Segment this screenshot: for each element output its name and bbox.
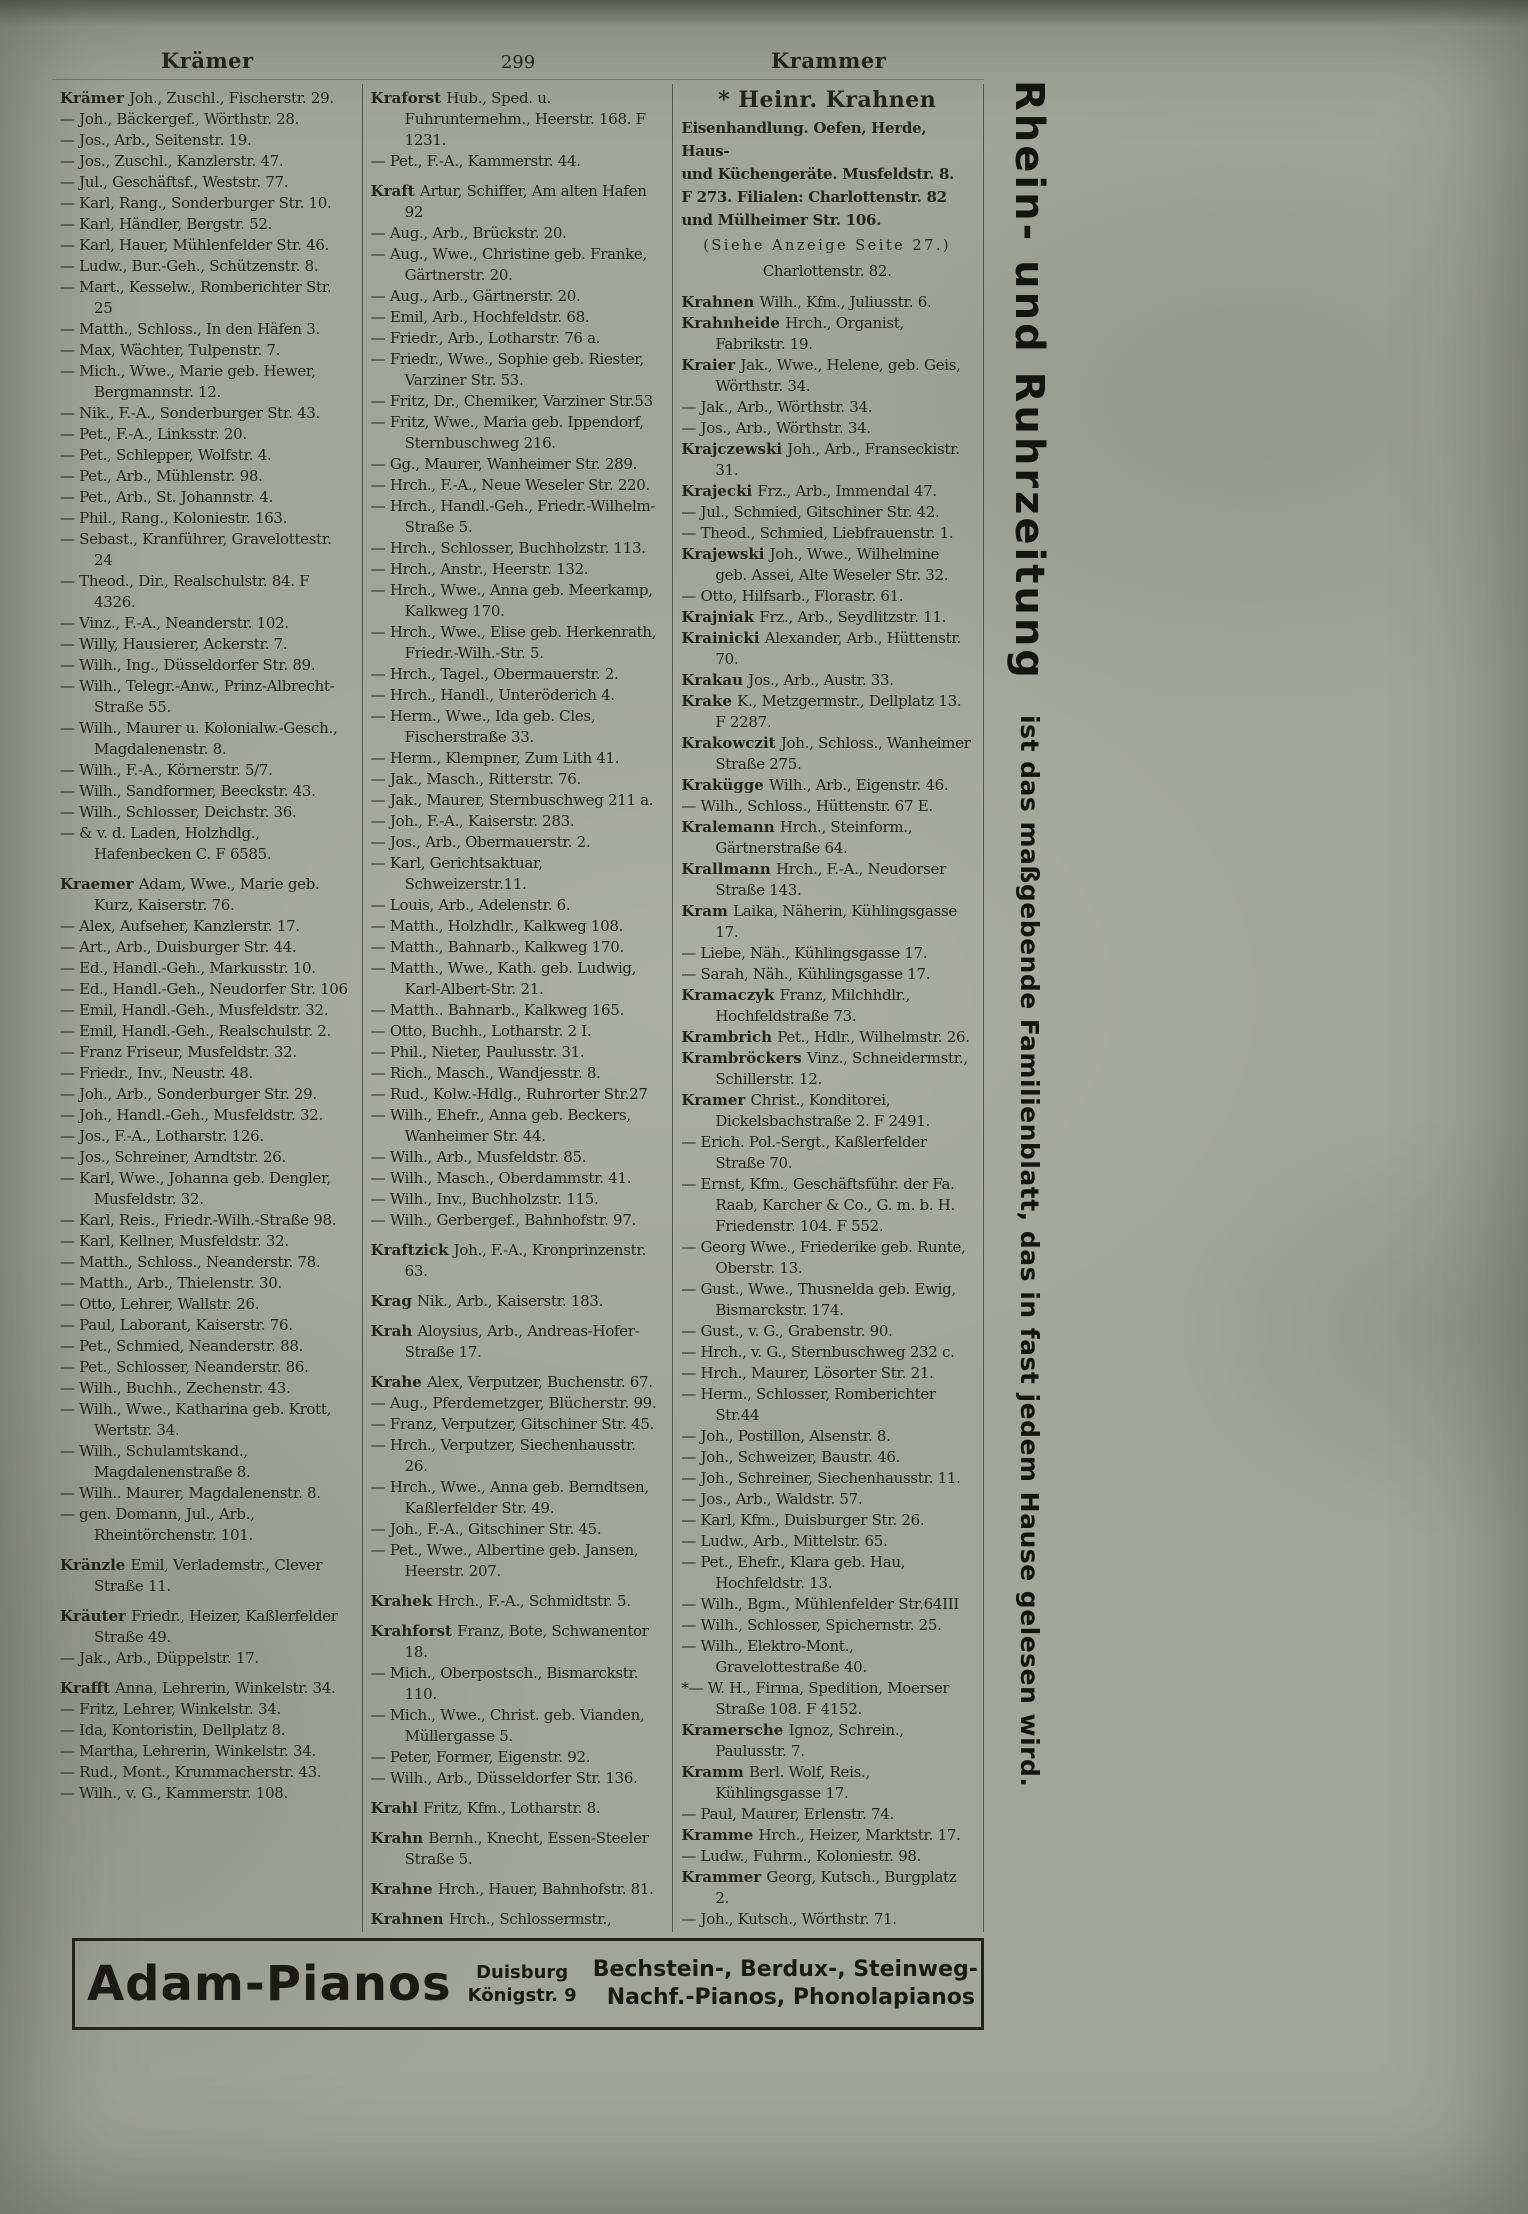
directory-entry: Krallmann Hrch., F.-A., Neudorser Straße 143. [681, 860, 946, 899]
directory-entry: — Nik., F.-A., Sonderburger Str. 43. [60, 404, 321, 422]
directory-entry: Krajniak Frz., Arb., Seydlitzstr. 11. [681, 608, 947, 626]
directory-entry: — Paul, Maurer, Erlenstr. 74. [681, 1805, 894, 1823]
scan-top-shadow [0, 0, 1528, 26]
directory-entry: Kramme Hrch., Heizer, Marktstr. 17. [681, 1826, 961, 1844]
directory-entry: Kraft Artur, Schiffer, Am alten Hafen 92 [370, 182, 647, 221]
directory-entry: Krakügge Wilh., Arb., Eigenstr. 46. [681, 776, 949, 794]
directory-entry: — Sarah, Näh., Kühlingsgasse 17. [681, 965, 931, 983]
directory-entry: Krag Nik., Arb., Kaiserstr. 183. [370, 1292, 604, 1310]
directory-entry: — Friedr., Arb., Lotharstr. 76 a. [370, 329, 601, 347]
directory-entry: — Phil., Nieter, Paulusstr. 31. [370, 1043, 585, 1061]
directory-entry: — Pet., Arb., Mühlenstr. 98. [60, 467, 263, 485]
directory-entry: — Wilh., Schloss., Hüttenstr. 67 E. [681, 797, 933, 815]
directory-entry: Krakowczit Joh., Schloss., Wanheimer Straße 275. [681, 734, 971, 773]
directory-entry: Kräuter Friedr., Heizer, Kaßlerfelder Straße 49. [60, 1607, 338, 1646]
krahnen-ad-see-notice: (Siehe Anzeige Seite 27.) [703, 238, 952, 254]
directory-entry: Kram Laika, Näherin, Kühlingsgasse 17. [681, 902, 958, 941]
directory-entry: — Martha, Lehrerin, Winkelstr. 34. [60, 1742, 316, 1760]
directory-entry: Krah Aloysius, Arb., Andreas-Hofer-Straße 17. [370, 1322, 640, 1361]
directory-entry: — Herm., Klempner, Zum Lith 41. [370, 749, 620, 767]
directory-entry: — Jak., Masch., Ritterstr. 76. [370, 770, 581, 788]
directory-entry: Krahne Hrch., Hauer, Bahnhofstr. 81. [370, 1880, 654, 1898]
directory-entry: — Hrch., Wwe., Anna geb. Berndtsen, Kaßlerfelder Str. 49. [370, 1478, 649, 1517]
directory-entry: — Fritz, Wwe., Maria geb. Ippendorf, Sternbuschweg 216. [370, 413, 644, 452]
directory-entry: Kralemann Hrch., Steinform., Gärtnerstraße 64. [681, 818, 913, 857]
bottom-ad-address-block [468, 1961, 577, 2007]
directory-entry: — Joh., Schweizer, Baustr. 46. [681, 1448, 901, 1466]
directory-entry: Krambrich Pet., Hdlr., Wilhelmstr. 26. [681, 1028, 970, 1046]
directory-entry: — Joh., Kutsch., Wörthstr. 71. [681, 1910, 897, 1928]
directory-entry: — Jos., Arb., Wörthstr. 34. [681, 419, 871, 437]
directory-entry: Kraemer Adam, Wwe., Marie geb. Kurz, Kaiserstr. 76. [60, 875, 320, 914]
directory-entry: — Aug., Wwe., Christine geb. Franke, Gärtnerstr. 20. [370, 245, 647, 284]
directory-entry: — Friedr., Inv., Neustr. 48. [60, 1064, 253, 1082]
directory-entry: — Hrch., v. G., Sternbuschweg 232 c. [681, 1343, 955, 1361]
directory-entry: — Paul, Laborant, Kaiserstr. 76. [60, 1316, 293, 1334]
directory-entry: — Georg Wwe., Friederike geb. Runte, Oberstr. 13. [681, 1238, 966, 1277]
directory-entry: — Art., Arb., Duisburger Str. 44. [60, 938, 297, 956]
krahnen-ad-line: F 273. Filialen: Charlottenstr. 82 [681, 188, 947, 206]
directory-entry: — Gust., Wwe., Thusnelda geb. Ewig, Bismarckstr. 174. [681, 1280, 956, 1319]
directory-column-2 [363, 84, 674, 1932]
directory-entry: — Wilh., Schulamtskand., Magdalenenstraße 8. [60, 1442, 251, 1481]
directory-entry: — Wilh., Elektro-Mont., Gravelottestraße 40. [681, 1637, 867, 1676]
directory-entry: — Herm., Wwe., Ida geb. Cles, Fischerstraße 33. [370, 707, 596, 746]
directory-entry: — Louis, Arb., Adelenstr. 6. [370, 896, 571, 914]
directory-entry: — Pet., F.-A., Kammerstr. 44. [370, 152, 581, 170]
directory-entry: — Alex, Aufseher, Kanzlerstr. 17. [60, 917, 300, 935]
directory-entry: — Jak., Arb., Wörthstr. 34. [681, 398, 873, 416]
directory-entry: — Matth., Arb., Thielenstr. 30. [60, 1274, 283, 1292]
directory-entry: — Ed., Handl.-Geh., Neudorfer Str. 106 [60, 980, 348, 998]
directory-entry: *— W. H., Firma, Spedition, Moerser Straße 108. F 4152. [681, 1679, 950, 1718]
directory-entry: — Pet., Ehefr., Klara geb. Hau, Hochfeldstr. 13. [681, 1553, 906, 1592]
directory-entry: — Mart., Kesselw., Romberichter Str. 25 [60, 278, 332, 317]
directory-entry: — Pet., Schlosser, Neanderstr. 86. [60, 1358, 309, 1376]
side-ad-text: ist das maßgebende Familienblatt, das in fast jedem Hause gelesen wird. [1015, 714, 1044, 1787]
directory-entry: — Karl, Reis., Friedr.-Wilh.-Straße 98. [60, 1211, 337, 1229]
page-header [52, 48, 984, 80]
directory-entry: Kramm Berl. Wolf, Reis., Kühlingsgasse 17. [681, 1763, 870, 1802]
directory-entry: — Jos., Zuschl., Kanzlerstr. 47. [60, 152, 284, 170]
directory-entry: — Ida, Kontoristin, Dellplatz 8. [60, 1721, 286, 1739]
directory-entry: — Wilh., Ing., Düsseldorfer Str. 89. [60, 656, 316, 674]
header-keyword-right: Krammer [771, 48, 887, 73]
directory-column-1 [52, 84, 363, 1932]
directory-entry: — Joh., Schreiner, Siechenhausstr. 11. [681, 1469, 961, 1487]
directory-entry: — Jos., Arb., Waldstr. 57. [681, 1490, 863, 1508]
directory-entry: — Jos., F.-A., Lotharstr. 126. [60, 1127, 264, 1145]
directory-entry: — Wilh., Maurer u. Kolonialw.-Gesch., Magdalenenstr. 8. [60, 719, 338, 758]
directory-entry: — Mich., Wwe., Marie geb. Hewer, Bergmannstr. 12. [60, 362, 316, 401]
directory-entry: Krahforst Franz, Bote, Schwanentor 18. [370, 1622, 649, 1661]
directory-entry: Krafft Anna, Lehrerin, Winkelstr. 34. [60, 1679, 336, 1697]
directory-entry: — Sebast., Kranführer, Gravelottestr. 24 [60, 530, 332, 569]
directory-entry: — Rud., Kolw.-Hdlg., Ruhrorter Str.27 [370, 1085, 648, 1103]
directory-entry: — Matth., Schloss., Neanderstr. 78. [60, 1253, 321, 1271]
directory-entry: Krajczewski Joh., Arb., Franseckistr. 31. [681, 440, 960, 479]
directory-entry: — Wilh., F.-A., Körnerstr. 5/7. [60, 761, 273, 779]
page-number: 299 [500, 52, 536, 73]
directory-entry: Krahn Bernh., Knecht, Essen-Steeler Straße 5. [370, 1829, 649, 1868]
side-ad-title: Rhein- und Ruhrzeitung [1006, 80, 1052, 681]
directory-entry: — Aug., Arb., Gärtnerstr. 20. [370, 287, 581, 305]
directory-entry: Krajecki Frz., Arb., Immendal 47. [681, 482, 937, 500]
directory-entry: — Karl, Händler, Bergstr. 52. [60, 215, 273, 233]
directory-entry: Krainicki Alexander, Arb., Hüttenstr. 70. [681, 629, 962, 668]
directory-entry: — Joh., Postillon, Alsenstr. 8. [681, 1427, 891, 1445]
directory-entry: Krajewski Joh., Wwe., Wilhelmine geb. Assei, Alte Weseler Str. 32. [681, 545, 949, 584]
krahnen-ad-line: und Küchengeräte. Musfeldstr. 8. [681, 165, 955, 183]
directory-entry: — Willy, Hausierer, Ackerstr. 7. [60, 635, 288, 653]
directory-entry: — Karl, Wwe., Johanna geb. Dengler, Musfeldstr. 32. [60, 1169, 331, 1208]
directory-entry: Kraier Jak., Wwe., Helene, geb. Geis, Wörthstr. 34. [681, 356, 961, 395]
directory-entry: — Jos., Schreiner, Arndtstr. 26. [60, 1148, 286, 1166]
directory-entry: — Pet., Schlepper, Wolfstr. 4. [60, 446, 272, 464]
directory-entry: — Emil, Handl.-Geh., Musfeldstr. 32. [60, 1001, 329, 1019]
directory-entry: — Wilh., Arb., Musfeldstr. 85. [370, 1148, 587, 1166]
directory-entry: — Franz, Verputzer, Gitschiner Str. 45. [370, 1415, 655, 1433]
directory-entry: — Emil, Handl.-Geh., Realschulstr. 2. [60, 1022, 331, 1040]
directory-entry: — Ludw., Arb., Mittelstr. 65. [681, 1532, 888, 1550]
directory-entry: Kraftzick Joh., F.-A., Kronprinzenstr. 63. [370, 1241, 647, 1280]
bottom-ad-products-line2: Nachf.-Pianos, Phonolapianos [606, 1985, 975, 2010]
directory-entry: Krahek Hrch., F.-A., Schmidtstr. 5. [370, 1592, 631, 1610]
directory-entry: Krahnen Hrch., Schlossermstr., [370, 1910, 612, 1928]
directory-entry: — Vinz., F.-A., Neanderstr. 102. [60, 614, 289, 632]
directory-entry: — Hrch., F.-A., Neue Weseler Str. 220. [370, 476, 651, 494]
directory-entry: — Matth., Schloss., In den Häfen 3. [60, 320, 320, 338]
krahnen-inline-ad [681, 87, 973, 282]
directory-entry: — Hrch., Verputzer, Siechenhausstr. 26. [370, 1436, 636, 1475]
directory-entry: — Karl, Kellner, Musfeldstr. 32. [60, 1232, 289, 1250]
directory-entry: — Karl, Gerichtsaktuar, Schweizerstr.11. [370, 854, 543, 893]
directory-entry: — Wilh., Schlosser, Spichernstr. 25. [681, 1616, 942, 1634]
directory-entry: — Aug., Arb., Brückstr. 20. [370, 224, 567, 242]
directory-entry: — Wilh., Arb., Düsseldorfer Str. 136. [370, 1769, 638, 1787]
directory-entry: — Wilh.. Maurer, Magdalenenstr. 8. [60, 1484, 321, 1502]
directory-entry: — Karl, Kfm., Duisburger Str. 26. [681, 1511, 925, 1529]
side-ad-rhein-und-ruhrzeitung [994, 80, 1052, 1996]
directory-entry: — Matth., Holzhdlr., Kalkweg 108. [370, 917, 624, 935]
krahnen-ad-address: Charlottenstr. 82. [762, 262, 892, 280]
directory-entry: — Wilh., Telegr.-Anw., Prinz-Albrecht-Straße 55. [60, 677, 335, 716]
directory-entry: — Joh., Bäckergef., Wörthstr. 28. [60, 110, 300, 128]
directory-entry: — Joh., Handl.-Geh., Musfeldstr. 32. [60, 1106, 323, 1124]
directory-entry: — Friedr., Wwe., Sophie geb. Riester, Varziner Str. 53. [370, 350, 644, 389]
directory-entry: — Hrch., Anstr., Heerstr. 132. [370, 560, 589, 578]
directory-entry: — Otto, Lehrer, Wallstr. 26. [60, 1295, 260, 1313]
directory-entry: — Jak., Maurer, Sternbuschweg 211 a. [370, 791, 654, 809]
directory-entry: — Joh., F.-A., Gitschiner Str. 45. [370, 1520, 602, 1538]
directory-entry: — Wilh., Sandformer, Beeckstr. 43. [60, 782, 316, 800]
directory-entry: — Wilh., Wwe., Katharina geb. Krott, Wertstr. 34. [60, 1400, 332, 1439]
directory-entry: — Ludw., Bur.-Geh., Schützenstr. 8. [60, 257, 319, 275]
directory-entry: — Jul., Schmied, Gitschiner Str. 42. [681, 503, 940, 521]
directory-entry: — Gust., v. G., Grabenstr. 90. [681, 1322, 893, 1340]
directory-entry: — Emil, Arb., Hochfeldstr. 68. [370, 308, 590, 326]
directory-entry: — Wilh., Gerbergef., Bahnhofstr. 97. [370, 1211, 636, 1229]
directory-entry: — Mich., Wwe., Christ. geb. Vianden, Müllergasse 5. [370, 1706, 645, 1745]
directory-entry: — Max, Wächter, Tulpenstr. 7. [60, 341, 281, 359]
krahnen-ad-line: und Mülheimer Str. 106. [681, 211, 882, 229]
directory-entry: — Hrch., Handl.-Geh., Friedr.-Wilhelm-Straße 5. [370, 497, 656, 536]
directory-entry: — Theod., Dir., Realschulstr. 84. F 4326. [60, 572, 310, 611]
directory-entry: — Wilh., Masch., Oberdammstr. 41. [370, 1169, 632, 1187]
bottom-ad-brand: Adam-Pianos [87, 1956, 452, 2012]
directory-entry: — Rud., Mont., Krummacherstr. 43. [60, 1763, 322, 1781]
directory-entry: — Hrch., Handl., Unteröderich 4. [370, 686, 615, 704]
directory-entry: — Ernst, Kfm., Geschäftsführ. der Fa. Raab, Karcher & Co., G. m. b. H. Friedenstr. 104. F 552. [681, 1175, 955, 1235]
directory-entry: — Phil., Rang., Koloniestr. 163. [60, 509, 288, 527]
directory-entry: — Ludw., Fuhrm., Koloniestr. 98. [681, 1847, 922, 1865]
directory-entry: Krahe Alex, Verputzer, Buchenstr. 67. [370, 1373, 653, 1391]
directory-entry: — Pet., F.-A., Linksstr. 20. [60, 425, 247, 443]
directory-entry: — Rich., Masch., Wandjesstr. 8. [370, 1064, 601, 1082]
directory-entry: — Franz Friseur, Musfeldstr. 32. [60, 1043, 297, 1061]
directory-entry: — Joh., Arb., Sonderburger Str. 29. [60, 1085, 317, 1103]
directory-entry: — Karl, Hauer, Mühlenfelder Str. 46. [60, 236, 330, 254]
bottom-ad-products-block [593, 1956, 978, 2012]
bottom-ad-street: Königstr. 9 [467, 1985, 577, 2006]
directory-entry: Krakau Jos., Arb., Austr. 33. [681, 671, 894, 689]
bottom-ad-adam-pianos [72, 1938, 984, 2030]
directory-entry: — Hrch., Tagel., Obermauerstr. 2. [370, 665, 619, 683]
directory-entry: Kramaczyk Franz, Milchhdlr., Hochfeldstraße 73. [681, 986, 910, 1025]
directory-entry: Kramer Christ., Konditorei, Dickelsbachstraße 2. F 2491. [681, 1091, 930, 1130]
directory-entry: — Wilh., Schlosser, Deichstr. 36. [60, 803, 297, 821]
bottom-ad-products-line1: Bechstein-, Berdux-, Steinweg- [592, 1957, 978, 1982]
directory-entry: — Otto, Buchh., Lotharstr. 2 I. [370, 1022, 592, 1040]
directory-entry: — Otto, Hilfsarb., Florastr. 61. [681, 587, 904, 605]
directory-entry: Krahnen Wilh., Kfm., Juliusstr. 6. [681, 293, 932, 311]
directory-entry: — Jos., Arb., Obermauerstr. 2. [370, 833, 591, 851]
directory-entry: — Liebe, Näh., Kühlingsgasse 17. [681, 944, 928, 962]
directory-entry: — Wilh., v. G., Kammerstr. 108. [60, 1784, 288, 1802]
directory-entry: — Wilh., Bgm., Mühlenfelder Str.64III [681, 1595, 959, 1613]
directory-entry: Krammer Georg, Kutsch., Burgplatz 2. [681, 1868, 957, 1907]
directory-column-3 [673, 84, 984, 1932]
directory-entry: — Wilh., Ehefr., Anna geb. Beckers, Wanheimer Str. 44. [370, 1106, 631, 1145]
directory-entry: Kraforst Hub., Sped. u. Fuhrunternehm., Heerstr. 168. F 1231. [370, 89, 646, 149]
krahnen-ad-line: Eisenhandlung. Oefen, Herde, Haus- [681, 119, 927, 160]
directory-entry: — Fritz, Lehrer, Winkelstr. 34. [60, 1700, 281, 1718]
header-keyword-left: Krämer [161, 48, 254, 73]
directory-entry: — Matth., Bahnarb., Kalkweg 170. [370, 938, 624, 956]
directory-entry: — Pet., Arb., St. Johannstr. 4. [60, 488, 273, 506]
directory-entry: — Hrch., Schlosser, Buchholzstr. 113. [370, 539, 646, 557]
directory-entry: — Matth., Wwe., Kath. geb. Ludwig, Karl-Albert-Str. 21. [370, 959, 637, 998]
directory-entry: — Gg., Maurer, Wanheimer Str. 289. [370, 455, 638, 473]
directory-entry: — Wilh., Buchh., Zechenstr. 43. [60, 1379, 291, 1397]
directory-entry: — Aug., Pferdemetzger, Blücherstr. 99. [370, 1394, 657, 1412]
directory-entry: Krämer Joh., Zuschl., Fischerstr. 29. [60, 89, 334, 107]
directory-entry: — Jak., Arb., Düppelstr. 17. [60, 1649, 259, 1667]
directory-entry: Krake K., Metzgermstr., Dellplatz 13. F 2287. [681, 692, 962, 731]
directory-entry: Kramersche Ignoz, Schrein., Paulusstr. 7. [681, 1721, 904, 1760]
directory-entry: — Wilh., Inv., Buchholzstr. 115. [370, 1190, 599, 1208]
directory-entry: — Hrch., Maurer, Lösorter Str. 21. [681, 1364, 934, 1382]
directory-entry: — Peter, Former, Eigenstr. 92. [370, 1748, 591, 1766]
directory-entry: — Fritz, Dr., Chemiker, Varziner Str.53 [370, 392, 653, 410]
directory-entry: — Herm., Schlosser, Romberichter Str.44 [681, 1385, 936, 1424]
directory-entry: — Mich., Oberpostsch., Bismarckstr. 110. [370, 1664, 639, 1703]
directory-entry: — Hrch., Wwe., Anna geb. Meerkamp, Kalkweg 170. [370, 581, 653, 620]
directory-entry: Krahl Fritz, Kfm., Lotharstr. 8. [370, 1799, 601, 1817]
directory-entry: — Joh., F.-A., Kaiserstr. 283. [370, 812, 575, 830]
directory-entry: — Ed., Handl.-Geh., Markusstr. 10. [60, 959, 316, 977]
directory-entry: Kränzle Emil, Verlademstr., Clever Straße 11. [60, 1556, 323, 1595]
directory-entry: — Hrch., Wwe., Elise geb. Herkenrath, Friedr.-Wilh.-Str. 5. [370, 623, 657, 662]
directory-entry: — Theod., Schmied, Liebfrauenstr. 1. [681, 524, 954, 542]
directory-entry: — Jul., Geschäftsf., Weststr. 77. [60, 173, 289, 191]
directory-columns [52, 84, 984, 1932]
directory-entry: — Matth.. Bahnarb., Kalkweg 165. [370, 1001, 624, 1019]
bottom-ad-city: Duisburg [476, 1962, 569, 1983]
directory-entry: Krambröckers Vinz., Schneidermstr., Schillerstr. 12. [681, 1049, 968, 1088]
directory-entry: — Pet., Schmied, Neanderstr. 88. [60, 1337, 304, 1355]
krahnen-ad-title: * Heinr. Krahnen [718, 87, 937, 113]
directory-entry: — Erich. Pol.-Sergt., Kaßlerfelder Straße 70. [681, 1133, 927, 1172]
directory-entry: — Karl, Rang., Sonderburger Str. 10. [60, 194, 332, 212]
directory-entry: — gen. Domann, Jul., Arb., Rheintörchenstr. 101. [60, 1505, 255, 1544]
directory-entry: — & v. d. Laden, Holzhdlg., Hafenbecken C. F 6585. [60, 824, 272, 863]
directory-entry: Krahnheide Hrch., Organist, Fabrikstr. 19. [681, 314, 904, 353]
directory-entry: — Jos., Arb., Seitenstr. 19. [60, 131, 252, 149]
directory-entry: — Pet., Wwe., Albertine geb. Jansen, Heerstr. 207. [370, 1541, 639, 1580]
